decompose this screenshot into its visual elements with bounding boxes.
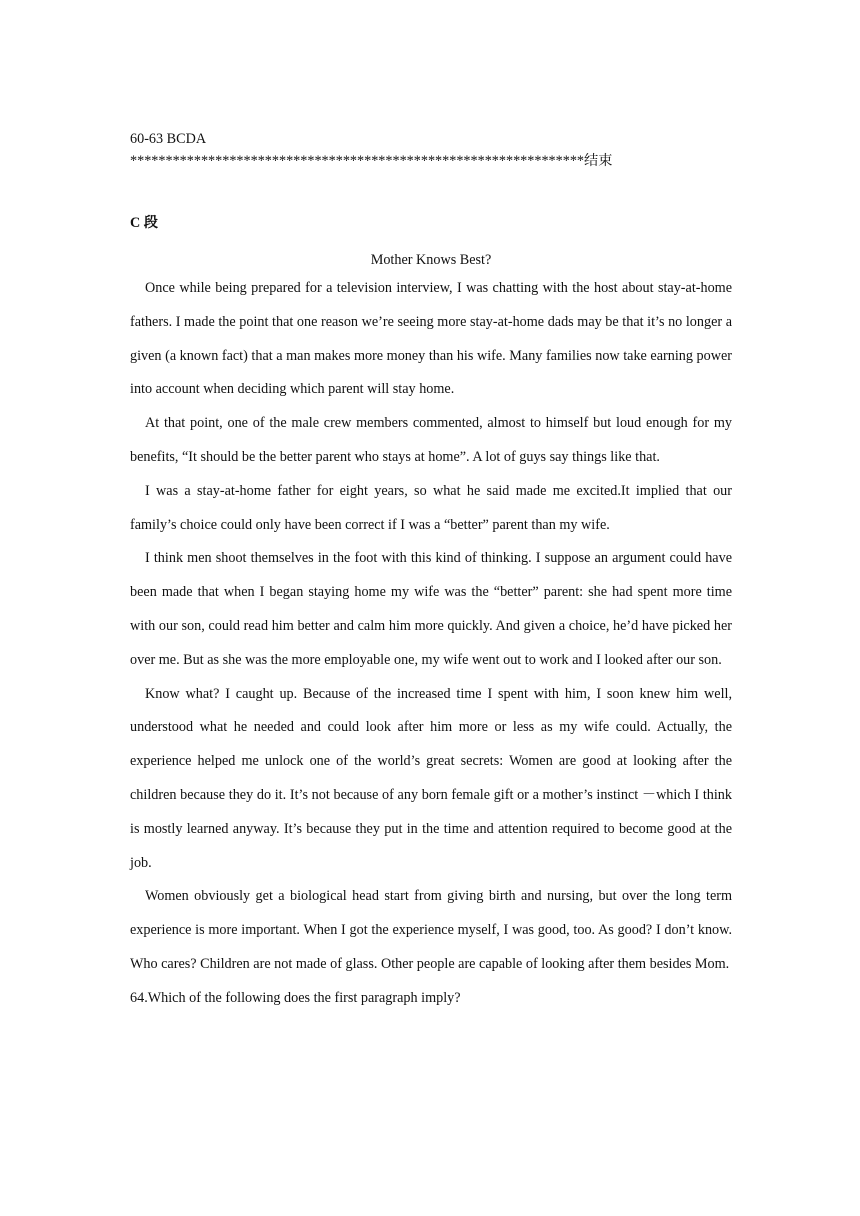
passage-paragraph-5: Know what? I caught up. Because of the increased time I spent with him, I soon knew him well, understood what he needed and could look after him more or less as my wife could. Actually, the experience helped me unlock one of the world’s great secrets: Women are good at looking after the children because they do it. It’s not because of any born female gift or a mother’s instinct －which I think is mostly learned anyway. It’s because they put in the time and attention required to become good at the job. [130, 685, 732, 871]
passage-paragraph-2: At that point, one of the male crew members commented, almost to himself but loud enough for my benefits, “It should be the better parent who stays at home”. A lot of guys say things like that. [130, 415, 732, 465]
passage-paragraph-4: I think men shoot themselves in the foot with this kind of thinking. I suppose an argument could have been made that when I began staying home my wife was the “better” parent: she had spent more time with our son, could read him better and calm him more quickly. And given a choice, he’d have picked her over me. But as she was the more employable one, my wife went out to work and I looked after our son. [130, 550, 732, 668]
passage-paragraph-1: Once while being prepared for a television interview, I was chatting with the host about stay-at-home fathers. I made the point that one reason we’re seeing more stay-at-home dads may be that it’s no longer a given (a known fact) that a man makes more money than his wife. Many families now take earning power into account when deciding which parent will stay home. [130, 280, 732, 398]
passage-title: Mother Knows Best? [370, 252, 492, 268]
passage-paragraph-3: I was a stay-at-home father for eight years, so what he said made me excited.It implied that our family’s choice could only have been correct if I was a “better” parent than my wife. [130, 482, 732, 533]
answer-key: 60-63 BCDA [130, 131, 207, 147]
question-64: 64.Which of the following does the first paragraph imply? [130, 989, 461, 1006]
section-divider: ****************************************************************结束 [130, 153, 613, 169]
document-content [130, 128, 732, 1016]
section-label: C 段 [130, 215, 158, 231]
passage-paragraph-6: Women obviously get a biological head start from giving birth and nursing, but over the long term experience is more important. When I got the experience myself, I was good, too. As good? I don’t know. Who cares? Children are not made of glass. Other people are capable of looking after them besides Mom. [130, 888, 732, 972]
